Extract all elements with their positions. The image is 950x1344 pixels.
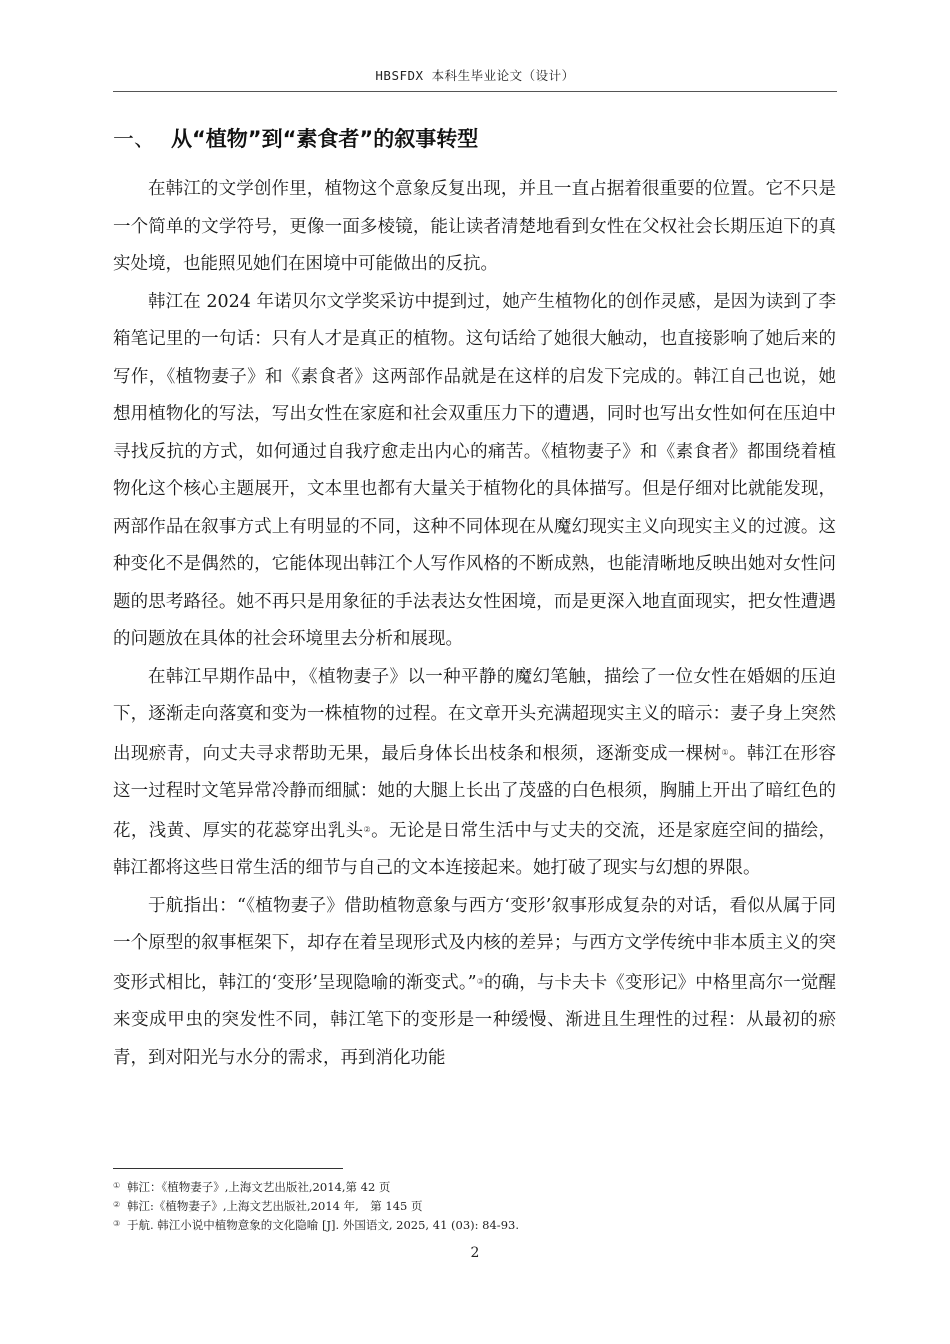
- footnote-ref-3[interactable]: ③: [476, 976, 485, 986]
- paragraph-4-text-b: 的确，与卡夫卡《变形记》中格里高尔一觉醒来变成甲虫的突发性不同，韩江笔下的变形是一种缓慢、渐进且生理性的过程：从最初的瘀青，到对阳光与水分的需求，再到消化功能: [113, 972, 837, 1068]
- paragraph-3-text-a: 在韩江早期作品中，《植物妻子》以一种平静的魔幻笔触，描绘了一位女性在婚姻的压迫下，逐渐走向落寞和变为一株植物的过程。在文章开头充满超现实主义的暗示：妻子身上突然出现瘀青，向丈夫寻求帮助无果，最后身体长出枝条和根须，逐渐变成一棵树: [113, 666, 836, 764]
- footnote-3-text: 于航. 韩江小说中植物意象的文化隐喻 [J]. 外国语文, 2025, 41 (03): 84-93.: [127, 1218, 519, 1232]
- page-number: 2: [470, 1245, 480, 1261]
- footnote-1-mark: ①: [113, 1181, 121, 1190]
- paragraph-3-text-c: 。无论是日常生活中与丈夫的交流，还是家庭空间的描绘，韩江都将这些日常生活的细节与自己的文本连接起来。她打破了现实与幻想的界限。: [113, 820, 837, 878]
- section-title: 从“植物”到“素食者”的叙事转型: [171, 127, 479, 151]
- paragraph-4-text-a: 于航指出：“《植物妻子》借助植物意象与西方‘变形’叙事形成复杂的对话，看似从属于同一个原型的叙事框架下，却存在着呈现形式及内核的差异；与西方文学传统中非本质主义的突变形式相比，韩江的‘变形’呈现隐喻的渐变式。”: [113, 895, 836, 993]
- footnote-1-text: 韩江：《植物妻子》,上海文艺出版社,2014,第 42 页: [127, 1180, 391, 1194]
- paragraph-4: [113, 888, 836, 1078]
- footnote-3-mark: ③: [113, 1219, 121, 1228]
- body-text: [113, 171, 836, 1077]
- page-header: HBSFDX 本科生毕业论文（设计）: [375, 68, 575, 83]
- footnote-2: [113, 1196, 837, 1215]
- paragraph-3: [113, 659, 836, 888]
- paragraph-2: 韩江在 2024 年诺贝尔文学奖采访中提到过，她产生植物化的创作灵感，是因为读到了李箱笔记里的一句话：只有人才是真正的植物。这句话给了她很大触动，也直接影响了她后来的写作，《植物妻子》和《素食者》这两部作品就是在这样的启发下完成的。韩江自己也说，她想用植物化的写法，写出女性在家庭和社会双重压力下的遭遇，同时也写出女性如何在压迫中寻找反抗的方式，如何通过自我疗愈走出内心的痛苦。《植物妻子》和《素食者》都围绕着植物化这个核心主题展开，文本里也都有大量关于植物化的具体描写。但是仔细对比就能发现，两部作品在叙事方式上有明显的不同，这种不同体现在从魔幻现实主义向现实主义的过渡。这种变化不是偶然的，它能体现出韩江个人写作风格的不断成熟，也能清晰地反映出她对女性问题的思考路径。她不再只是用象征的手法表达女性困境，而是更深入地直面现实，把女性遭遇的问题放在具体的社会环境里去分析和展现。: [113, 291, 836, 649]
- footnote-2-text: 韩江:《植物妻子》,上海文艺出版社,2014 年, 第 145 页: [127, 1199, 423, 1213]
- footnote-1: [113, 1177, 837, 1196]
- footnote-ref-1[interactable]: ①: [721, 747, 730, 757]
- footnote-ref-2[interactable]: ②: [363, 824, 372, 834]
- paragraph-3-text-b: 。韩江在形容这一过程时文笔异常冷静而细腻：她的大腿上长出了茂盛的白色根须，胸脯上开出了暗红色的花，浅黄、厚实的花蕊穿出乳头: [113, 743, 837, 841]
- footnotes: [113, 1177, 837, 1234]
- footnote-divider: [113, 1168, 343, 1169]
- section-number: 一、: [113, 127, 155, 151]
- footnote-3: [113, 1215, 837, 1234]
- section-heading: [113, 123, 478, 153]
- header-divider: [113, 91, 837, 92]
- footnote-2-mark: ②: [113, 1200, 121, 1209]
- paragraph-1: 在韩江的文学创作里，植物这个意象反复出现，并且一直占据着很重要的位置。它不只是一个简单的文学符号，更像一面多棱镜，能让读者清楚地看到女性在父权社会长期压迫下的真实处境，也能照见她们在困境中可能做出的反抗。: [113, 179, 836, 274]
